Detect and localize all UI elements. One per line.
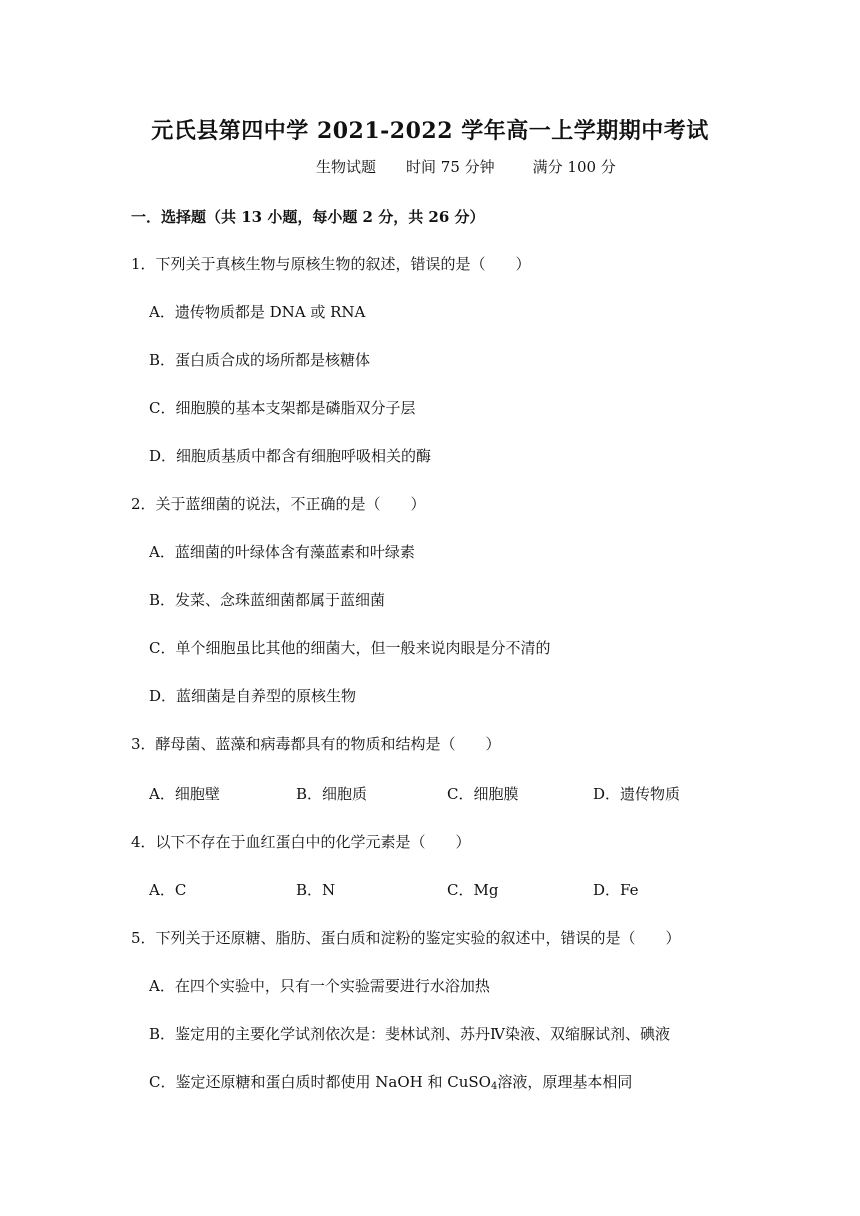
subscript-4: 4 xyxy=(490,1081,498,1092)
exam-title: 元氏县第四中学 2021-2022 学年高一上学期期中考试 xyxy=(151,118,709,144)
question-1-option-a: A．遗传物质都是 DNA 或 RNA xyxy=(149,303,366,321)
exam-subtitle xyxy=(316,156,616,177)
question-5-stem: 5．下列关于还原糖、脂肪、蛋白质和淀粉的鉴定实验的叙述中，错误的是（ ） xyxy=(131,929,681,947)
question-2-option-d: D．蓝细菌是自养型的原核生物 xyxy=(149,687,357,705)
score-label: 满分 100 分 xyxy=(532,158,616,176)
question-5-option-b: B．鉴定用的主要化学试剂依次是：斐林试剂、苏丹Ⅳ染液、双缩脲试剂、碘液 xyxy=(149,1025,671,1043)
question-1-option-b: B．蛋白质合成的场所都是核糖体 xyxy=(149,351,371,369)
question-4-option-d: D．Fe xyxy=(593,881,639,899)
question-1-option-c: C．细胞膜的基本支架都是磷脂双分子层 xyxy=(149,399,416,417)
subject-label: 生物试题 xyxy=(316,158,377,176)
question-4-stem: 4．以下不存在于血红蛋白中的化学元素是（ ） xyxy=(131,833,471,851)
question-4-option-b: B．N xyxy=(296,881,336,899)
question-3-option-a: A．细胞壁 xyxy=(149,785,220,803)
question-4-option-a: A．C xyxy=(149,881,187,899)
question-5-option-a: A．在四个实验中，只有一个实验需要进行水浴加热 xyxy=(149,977,490,995)
question-2-stem: 2．关于蓝细菌的说法，不正确的是（ ） xyxy=(131,495,426,513)
question-2-option-b: B．发菜、念珠蓝细菌都属于蓝细菌 xyxy=(149,591,386,609)
option-c-text-start: C．鉴定还原糖和蛋白质时都使用 NaOH 和 CuSO xyxy=(149,1073,491,1091)
question-1-option-d: D．细胞质基质中都含有细胞呼吸相关的酶 xyxy=(149,447,432,465)
time-label: 时间 75 分钟 xyxy=(406,158,495,176)
question-1-stem: 1．下列关于真核生物与原核生物的叙述，错误的是（ ） xyxy=(131,255,531,273)
question-3-option-c: C．细胞膜 xyxy=(447,785,519,803)
question-3-option-b: B．细胞质 xyxy=(296,785,368,803)
question-2-option-c: C．单个细胞虽比其他的细菌大，但一般来说肉眼是分不清的 xyxy=(149,639,551,657)
section-heading: 一．选择题（共 13 小题，每小题 2 分，共 26 分） xyxy=(131,208,485,226)
question-3-option-d: D．遗传物质 xyxy=(593,785,681,803)
question-3-stem: 3．酵母菌、蓝藻和病毒都具有的物质和结构是（ ） xyxy=(131,735,501,753)
question-2-option-a: A．蓝细菌的叶绿体含有藻蓝素和叶绿素 xyxy=(149,543,415,561)
option-c-text-end: 溶液，原理基本相同 xyxy=(497,1073,633,1091)
question-4-option-c: C．Mg xyxy=(447,881,499,899)
question-5-option-c xyxy=(149,1072,632,1097)
